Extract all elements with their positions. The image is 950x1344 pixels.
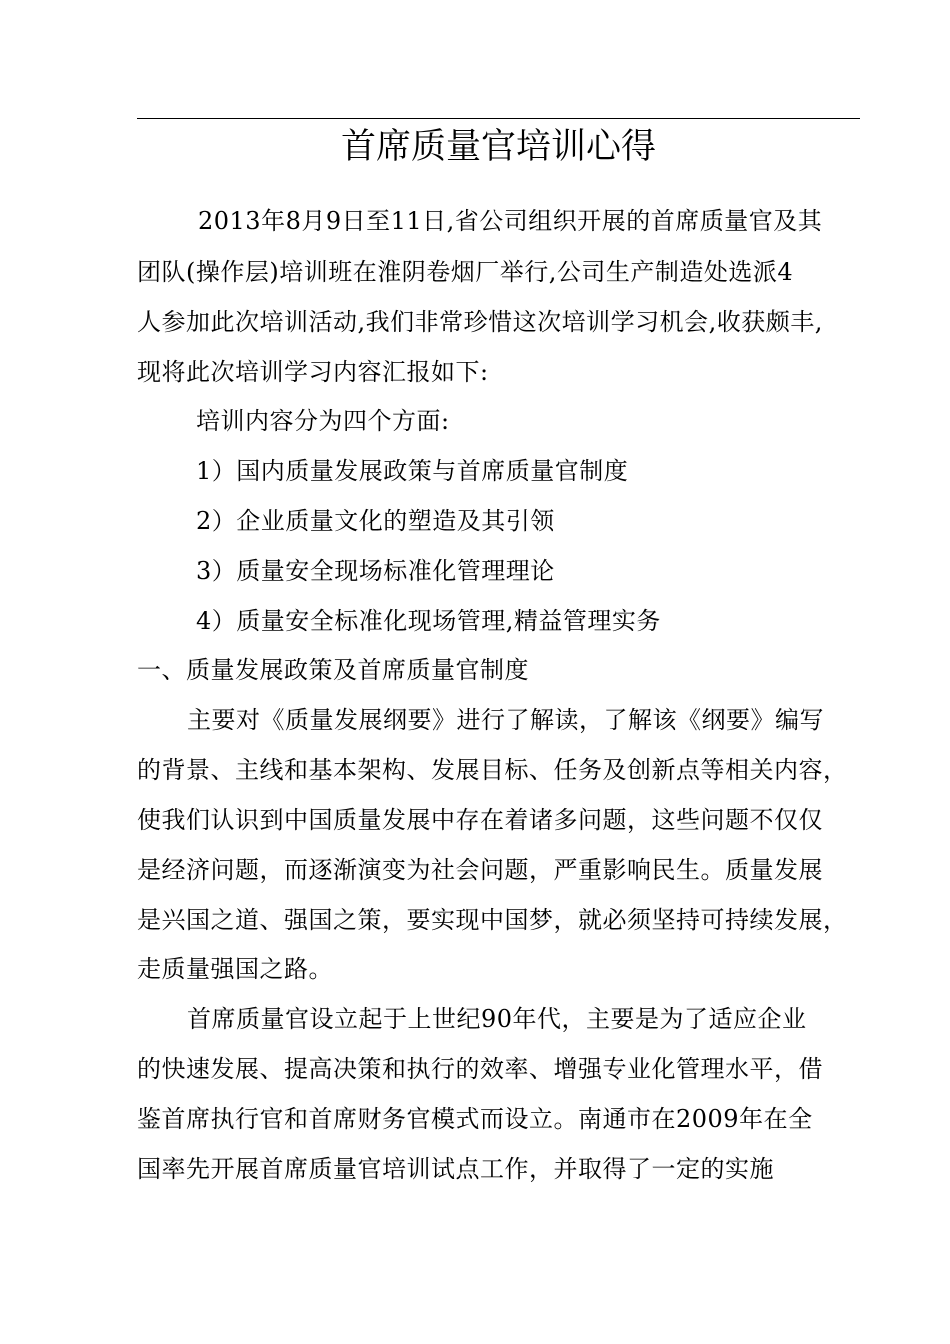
paragraph-line: 现将此次培训学习内容汇报如下: — [137, 358, 489, 386]
paragraph-line: 主要对《质量发展纲要》进行了解读，了解该《纲要》编写 — [187, 706, 824, 734]
paragraph-line: 2013年8月9日至11日,省公司组织开展的首席质量官及其 — [198, 207, 823, 235]
list-item: 1）国内质量发展政策与首席质量官制度 — [196, 457, 629, 485]
paragraph-line: 首席质量官设立起于上世纪90年代，主要是为了适应企业 — [187, 1005, 807, 1033]
paragraph-line: 使我们认识到中国质量发展中存在着诸多问题，这些问题不仅仅 — [137, 806, 823, 834]
paragraph-line: 培训内容分为四个方面: — [196, 407, 450, 435]
paragraph-line: 是经济问题，而逐渐演变为社会问题，严重影响民生。质量发展 — [137, 856, 823, 884]
page-title: 首席质量官培训心得 — [340, 127, 656, 167]
paragraph-line: 人参加此次培训活动,我们非常珍惜这次培训学习机会,收获颇丰, — [137, 308, 823, 336]
list-item: 2）企业质量文化的塑造及其引领 — [196, 507, 555, 535]
paragraph-line: 团队(操作层)培训班在淮阴卷烟厂举行,公司生产制造处选派4 — [137, 258, 794, 286]
paragraph-line: 国率先开展首席质量官培训试点工作，并取得了一定的实施 — [137, 1155, 774, 1183]
paragraph-line: 是兴国之道、强国之策，要实现中国梦，就必须坚持可持续发展， — [137, 906, 848, 934]
paragraph-line: 的快速发展、提高决策和执行的效率、增强专业化管理水平，借 — [137, 1055, 823, 1083]
paragraph-line: 的背景、主线和基本架构、发展目标、任务及创新点等相关内容， — [137, 756, 848, 784]
list-item: 4）质量安全标准化现场管理,精益管理实务 — [196, 607, 661, 635]
list-item: 3）质量安全现场标准化管理理论 — [196, 557, 555, 585]
paragraph-line: 走质量强国之路。 — [137, 955, 333, 983]
header-rule — [137, 118, 860, 119]
section-heading: 一、质量发展政策及首席质量官制度 — [137, 656, 529, 684]
paragraph-line: 鉴首席执行官和首席财务官模式而设立。南通市在2009年在全 — [137, 1105, 813, 1133]
